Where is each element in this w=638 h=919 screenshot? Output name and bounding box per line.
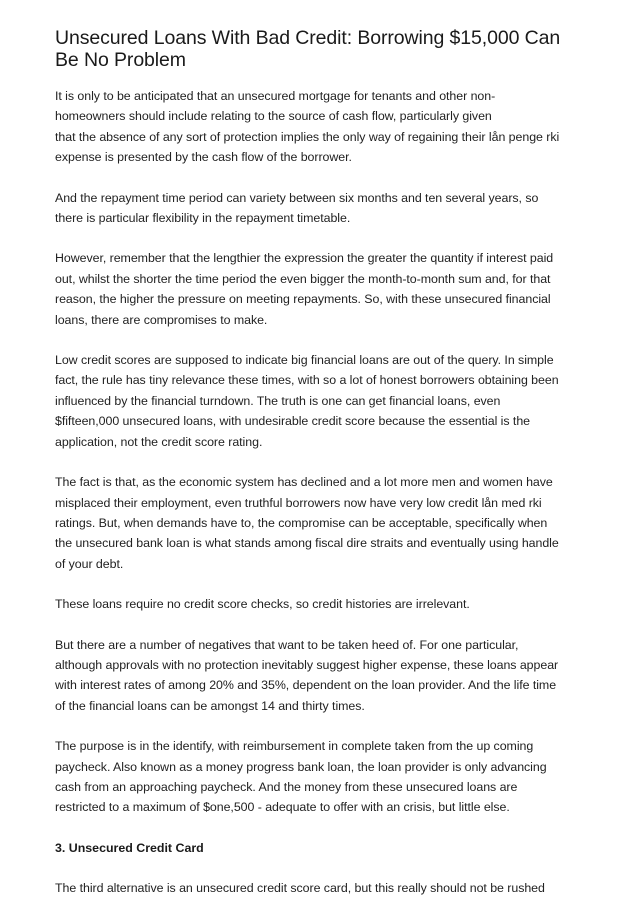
paragraph-7	[55, 635, 600, 717]
text-line: ratings. But, when demands have to, the compromise can be acceptable, specifically when	[55, 515, 548, 530]
text-line: the unsecured bank loan is what stands among fiscal dire straits and eventually using handle	[55, 536, 559, 551]
text-line: And the repayment time period can variety between six months and ten several years, so	[55, 190, 539, 205]
text-line: expense is presented by the cash flow of the borrower.	[55, 150, 352, 165]
text-line: with interest rates of among 20% and 35%, dependent on the loan provider. And the life time	[55, 678, 557, 693]
text-line: Low credit scores are supposed to indicate big financial loans are out of the query. In simple	[55, 353, 554, 368]
paragraph-2	[55, 188, 600, 229]
text-line: restricted to a maximum of $one,500 - adequate to offer with an crisis, but little else.	[55, 800, 510, 815]
section-heading: 3. Unsecured Credit Card	[55, 840, 204, 855]
paragraph-1	[55, 86, 600, 168]
paragraph-9	[55, 878, 600, 898]
text-line: $fifteen,000 unsecured loans, with undesirable credit score because the essential is the	[55, 414, 531, 429]
text-line: The third alternative is an unsecured credit score card, but this really should not be rushed	[55, 881, 545, 896]
text-line: The purpose is in the identify, with reimbursement in complete taken from the up coming	[55, 739, 534, 754]
text-line: of the financial loans can be amongst 14 and thirty times.	[55, 698, 365, 713]
text-line: although approvals with no protection inevitably suggest higher expense, these loans appear	[55, 657, 559, 672]
text-line: influenced by the financial turndown. The truth is one can get financial loans, even	[55, 393, 501, 408]
page-title	[55, 27, 600, 71]
text-line: reason, the higher the pressure on meeting repayments. So, with these unsecured financial	[55, 292, 551, 307]
text-line: out, whilst the shorter the time period the even bigger the month-to-month sum and, for that	[55, 271, 551, 286]
paragraph-3	[55, 248, 600, 330]
text-line: But there are a number of negatives that want to be taken heed of. For one particular,	[55, 637, 519, 652]
text-line: misplaced their employment, even truthful borrowers now have very low credit lån med rki	[55, 495, 542, 510]
text-line: there is particular flexibility in the repayment timetable.	[55, 211, 351, 226]
document-page	[55, 27, 600, 919]
paragraph-6	[55, 594, 600, 614]
text-line: that the absence of any sort of protection implies the only way of regaining their lån penge rki	[55, 129, 560, 144]
paragraph-8	[55, 736, 600, 818]
title-line: Be No Problem	[55, 49, 186, 71]
text-line: loans, there are compromises to make.	[55, 312, 268, 327]
text-line: application, not the credit score rating.	[55, 434, 263, 449]
text-line: The fact is that, as the economic system has declined and a lot more men and women have	[55, 475, 553, 490]
text-line: These loans require no credit score checks, so credit histories are irrelevant.	[55, 597, 470, 612]
title-line: Unsecured Loans With Bad Credit: Borrowing $15,000 Can	[55, 27, 561, 49]
text-line: fact, the rule has tiny relevance these times, with so a lot of honest borrowers obtaining been	[55, 373, 559, 388]
paragraph-5	[55, 472, 600, 574]
text-line: of your debt.	[55, 556, 124, 571]
text-line: However, remember that the lengthier the expression the greater the quantity if interest paid	[55, 251, 554, 266]
text-line: homeowners should include relating to the source of cash flow, particularly given	[55, 109, 492, 124]
text-line: It is only to be anticipated that an unsecured mortgage for tenants and other non-	[55, 89, 496, 103]
text-line: paycheck. Also known as a money progress bank loan, the loan provider is only advancing	[55, 759, 547, 774]
text-line: cash from an approaching paycheck. And the money from these unsecured loans are	[55, 779, 518, 794]
paragraph-4	[55, 350, 600, 452]
